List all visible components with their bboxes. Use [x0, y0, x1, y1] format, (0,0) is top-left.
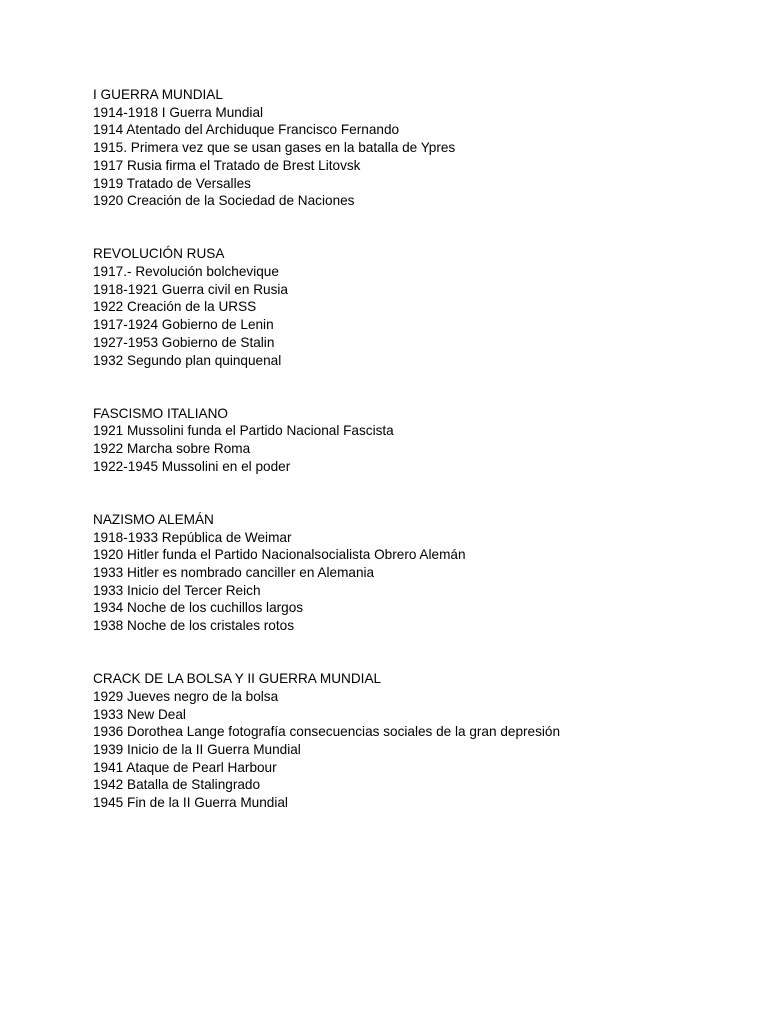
timeline-entry: 1942 Batalla de Stalingrado — [93, 777, 261, 793]
section-heading: NAZISMO ALEMÁN — [93, 511, 214, 527]
timeline-entry: 1917-1924 Gobierno de Lenin — [93, 317, 274, 333]
timeline-entry: 1920 Creación de la Sociedad de Naciones — [93, 193, 355, 209]
timeline-entry: 1934 Noche de los cuchillos largos — [93, 600, 304, 616]
timeline-entry: 1922 Marcha sobre Roma — [93, 441, 251, 457]
timeline-entry: 1933 New Deal — [93, 706, 186, 722]
section-fascismo-italiano — [93, 405, 733, 476]
timeline-entry: 1929 Jueves negro de la bolsa — [93, 688, 279, 704]
timeline-entry: 1938 Noche de los cristales rotos — [93, 618, 294, 634]
timeline-entry: 1922 Creación de la URSS — [93, 299, 257, 315]
section-heading: REVOLUCIÓN RUSA — [93, 246, 225, 262]
section-crack-bolsa-segunda-guerra — [93, 670, 733, 812]
timeline-entry: 1922-1945 Mussolini en el poder — [93, 458, 291, 474]
timeline-entry: 1915. Primera vez que se usan gases en la batalla de Ypres — [93, 140, 456, 156]
timeline-entry: 1936 Dorothea Lange fotografía consecuencias sociales de la gran depresión — [93, 724, 561, 740]
timeline-entry: 1917 Rusia firma el Tratado de Brest Litovsk — [93, 157, 361, 173]
timeline-entry: 1919 Tratado de Versalles — [93, 175, 251, 191]
timeline-entry: 1918-1921 Guerra civil en Rusia — [93, 281, 288, 297]
section-primera-guerra-mundial — [93, 86, 733, 210]
timeline-entry: 1920 Hitler funda el Partido Nacionalsocialista Obrero Alemán — [93, 547, 466, 563]
timeline-entry: 1932 Segundo plan quinquenal — [93, 352, 282, 368]
timeline-entry: 1933 Hitler es nombrado canciller en Alemania — [93, 564, 375, 580]
timeline-entry: 1918-1933 República de Weimar — [93, 529, 292, 545]
section-heading: CRACK DE LA BOLSA Y II GUERRA MUNDIAL — [93, 671, 382, 687]
section-heading: FASCISMO ITALIANO — [93, 405, 228, 421]
timeline-entry: 1927-1953 Gobierno de Stalin — [93, 334, 275, 350]
timeline-entry: 1945 Fin de la II Guerra Mundial — [93, 795, 288, 811]
section-heading: I GUERRA MUNDIAL — [93, 87, 223, 102]
timeline-entry: 1933 Inicio del Tercer Reich — [93, 582, 261, 598]
section-nazismo-aleman — [93, 511, 733, 635]
timeline-entry: 1914-1918 I Guerra Mundial — [93, 104, 264, 120]
document-content — [93, 86, 733, 812]
timeline-entry: 1939 Inicio de la II Guerra Mundial — [93, 741, 301, 757]
timeline-entry: 1941 Ataque de Pearl Harbour — [93, 759, 277, 775]
timeline-entry: 1917.- Revolución bolchevique — [93, 264, 279, 280]
timeline-entry: 1914 Atentado del Archiduque Francisco Fernando — [93, 122, 400, 138]
section-revolucion-rusa — [93, 245, 733, 369]
timeline-entry: 1921 Mussolini funda el Partido Nacional Fascista — [93, 423, 394, 439]
